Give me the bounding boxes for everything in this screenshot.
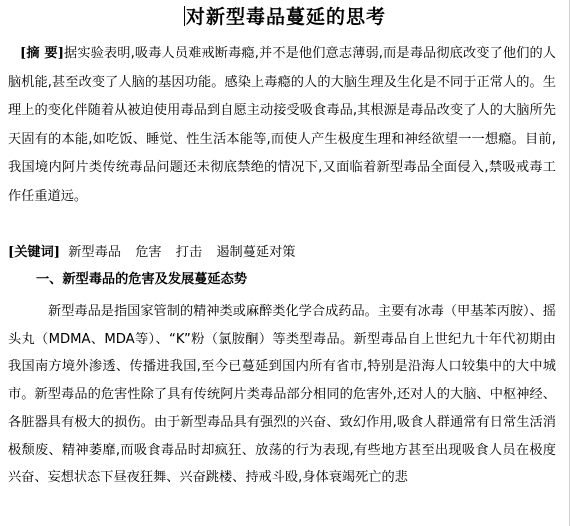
- keyword-item: 危害: [135, 245, 162, 260]
- section-heading: 一、新型毒品的危害及发展蔓延态势: [36, 272, 247, 287]
- keyword-item: 新型毒品: [68, 245, 121, 260]
- keywords-line: [8, 240, 556, 266]
- keyword-item: 打击: [175, 245, 203, 260]
- title-text: 对新型毒品蔓延的思考: [185, 6, 386, 28]
- abstract-label: [摘 要]: [20, 46, 64, 61]
- keywords-label: [关键词]: [8, 245, 61, 260]
- text-cursor: [184, 6, 185, 26]
- abstract-paragraph: [8, 40, 556, 212]
- section-paragraph: 新型毒品是指国家管制的精神类或麻醉类化学合成药品。主要有冰毒（甲基苯丙胺）、摇头丸（MDMA、MDA等）、“K”粉（氯胺酮）等类型毒品。新型毒品自上世纪九十年代初期由我国南方境外渗透、传播进我国,至今已蔓延到国内所有省市,特别是沿海人口较集中的大中城市。新型毒品的危害性除了具有传统阿片类毒品部分相同的危害外,还对人的大脑、中枢神经、各脏器具有极大的损伤。由于新型毒品具有强烈的兴奋、致幻作用,吸食人群通常有日常生活消极颓废、精神萎靡,而吸食毒品时却疯狂、放荡的行为表现,有些地方甚至出现吸食人员在极度兴奋、妄想状态下昼夜狂舞、兴奋跳楼、持戒斗殴,身体衰竭死亡的悲: [8, 304, 556, 486]
- abstract-text: 据实验表明,吸毒人员难戒断毒瘾,并不是他们意志薄弱,而是毒品彻底改变了他们的人脑机能,甚至改变了人脑的基因功能。感染上毒瘾的人的大脑生理及生化是不同于正常人的。生理上的变化伴随着从被迫使用毒品到自愿主动接受吸食毒品,其根源是毒品改变了人的大脑所先天固有的本能,如吃饭、睡觉、性生活本能等,而使人产生极度生理和神经欲望一一想瘾。目前,我国境内阿片类传统毒品问题还未彻底禁绝的情况下,又面临着新型毒品全面侵入,禁吸戒毒工作任重道远。: [8, 46, 556, 204]
- keyword-item: 遏制蔓延对策: [216, 245, 296, 260]
- document-title: [0, 4, 570, 30]
